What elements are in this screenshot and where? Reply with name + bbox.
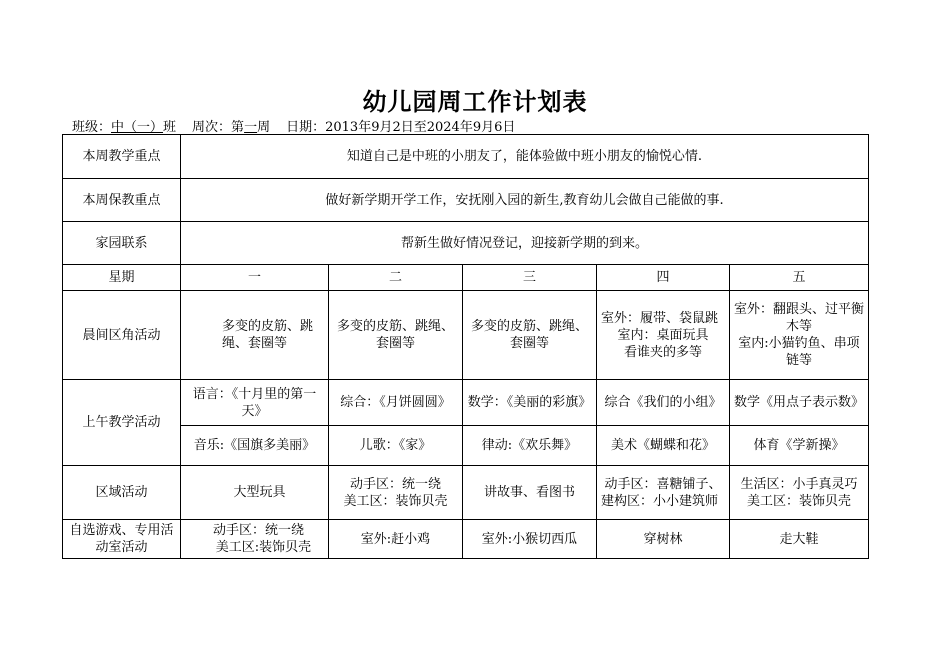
week-suffix: 周 [257,120,271,135]
area-activity-cell: 讲故事、看图书 [463,466,597,520]
cell-line: 美工区：装饰贝壳 [746,493,851,509]
cell-line: 美工区:装饰贝壳 [215,540,312,555]
free-play-cell [181,520,329,559]
table-row [63,265,869,291]
area-activity-label: 区域活动 [63,466,181,520]
week-value: 一 [244,120,258,135]
day-header: 三 [463,265,597,291]
teaching-focus-value: 知道自己是中班的小朋友了，能体验做中班小朋友的愉悦心情. [181,135,869,179]
morning-teaching-cell: 综合《我们的小组》 [597,380,730,426]
cell-line: 看谁夹的多等 [623,344,702,360]
table-row [63,466,869,520]
morning-activity-cell: 多变的皮筋、跳绳、套圈等 [463,291,597,380]
morning-teaching-cell: 综合：《月饼圆圆》 [329,380,463,426]
free-play-cell: 穿树林 [597,520,730,559]
cell-line: 室外：翻跟头、过平衡木等 [734,302,865,334]
morning-teaching-cell: 儿歌：《家》 [329,426,463,466]
plan-meta [72,116,515,135]
cell-line: 室内：桌面玩具 [617,327,709,343]
day-header: 一 [181,265,329,291]
morning-teaching-cell: 美术《蝴蝶和花》 [597,426,730,466]
date-label: 日期： [286,120,326,135]
morning-teaching-cell: 音乐:《国旗多美丽》 [181,426,329,466]
area-activity-cell [730,466,869,520]
table-row [63,291,869,380]
class-label: 班级： [72,120,112,135]
morning-teaching-label: 上午教学活动 [63,380,181,466]
weekly-plan-table [62,134,869,559]
area-activity-cell: 动手区：喜糖铺子、建构区：小小建筑师 [597,466,730,520]
week-label: 周次：第 [192,120,245,135]
class-value: 中（一） [111,120,164,135]
table-row [63,380,869,426]
day-header: 五 [730,265,869,291]
free-play-label: 自选游戏、专用活动室活动 [63,520,181,559]
teaching-focus-label: 本周教学重点 [63,135,181,179]
table-row [63,135,869,179]
morning-activity-cell: 多变的皮筋、跳绳、套圈等 [181,291,329,380]
table-row [63,179,869,222]
morning-activity-cell [597,291,730,380]
care-focus-label: 本周保教重点 [63,179,181,222]
free-play-cell: 室外:赶小鸡 [329,520,463,559]
morning-teaching-cell: 律动:《欢乐舞》 [463,426,597,466]
cell-line: 美工区：装饰贝壳 [343,493,448,509]
morning-activity-label: 晨间区角活动 [63,291,181,380]
page-title: 幼儿园周工作计划表 [362,87,588,116]
cell-line: 动手区：统一绕 [349,476,441,492]
cell-line: 生活区：小手真灵巧 [740,476,858,492]
area-activity-cell: 大型玩具 [181,466,329,520]
morning-teaching-cell: 语言：《十月里的第一天》 [181,380,329,426]
class-suffix: 班 [163,120,177,135]
home-contact-label: 家园联系 [63,222,181,265]
area-activity-cell [329,466,463,520]
morning-activity-cell [730,291,869,380]
cell-line: 室外：履带、袋鼠跳 [601,310,719,326]
weekday-header: 星期 [63,265,181,291]
date-value: 2013年9月2日至2024年9月6日 [325,120,516,135]
free-play-cell: 走大鞋 [730,520,869,559]
cell-line: 动手区：统一绕 [212,523,304,538]
morning-teaching-cell: 数学：《美丽的彩旗》 [463,380,597,426]
morning-teaching-cell: 数学《用点子表示数》 [730,380,869,426]
morning-activity-cell: 多变的皮筋、跳绳、套圈等 [329,291,463,380]
care-focus-value: 做好新学期开学工作，安抚刚入园的新生,教育幼儿会做自己能做的事. [181,179,869,222]
table-row [63,426,869,466]
table-row [63,520,869,559]
morning-teaching-cell: 体育《学新操》 [730,426,869,466]
free-play-cell: 室外:小猴切西瓜 [463,520,597,559]
home-contact-value: 帮新生做好情况登记，迎接新学期的到来。 [181,222,869,265]
cell-line: 室内:小猫钓鱼、串项链等 [738,336,860,368]
day-header: 四 [597,265,730,291]
table-row [63,222,869,265]
day-header: 二 [329,265,463,291]
